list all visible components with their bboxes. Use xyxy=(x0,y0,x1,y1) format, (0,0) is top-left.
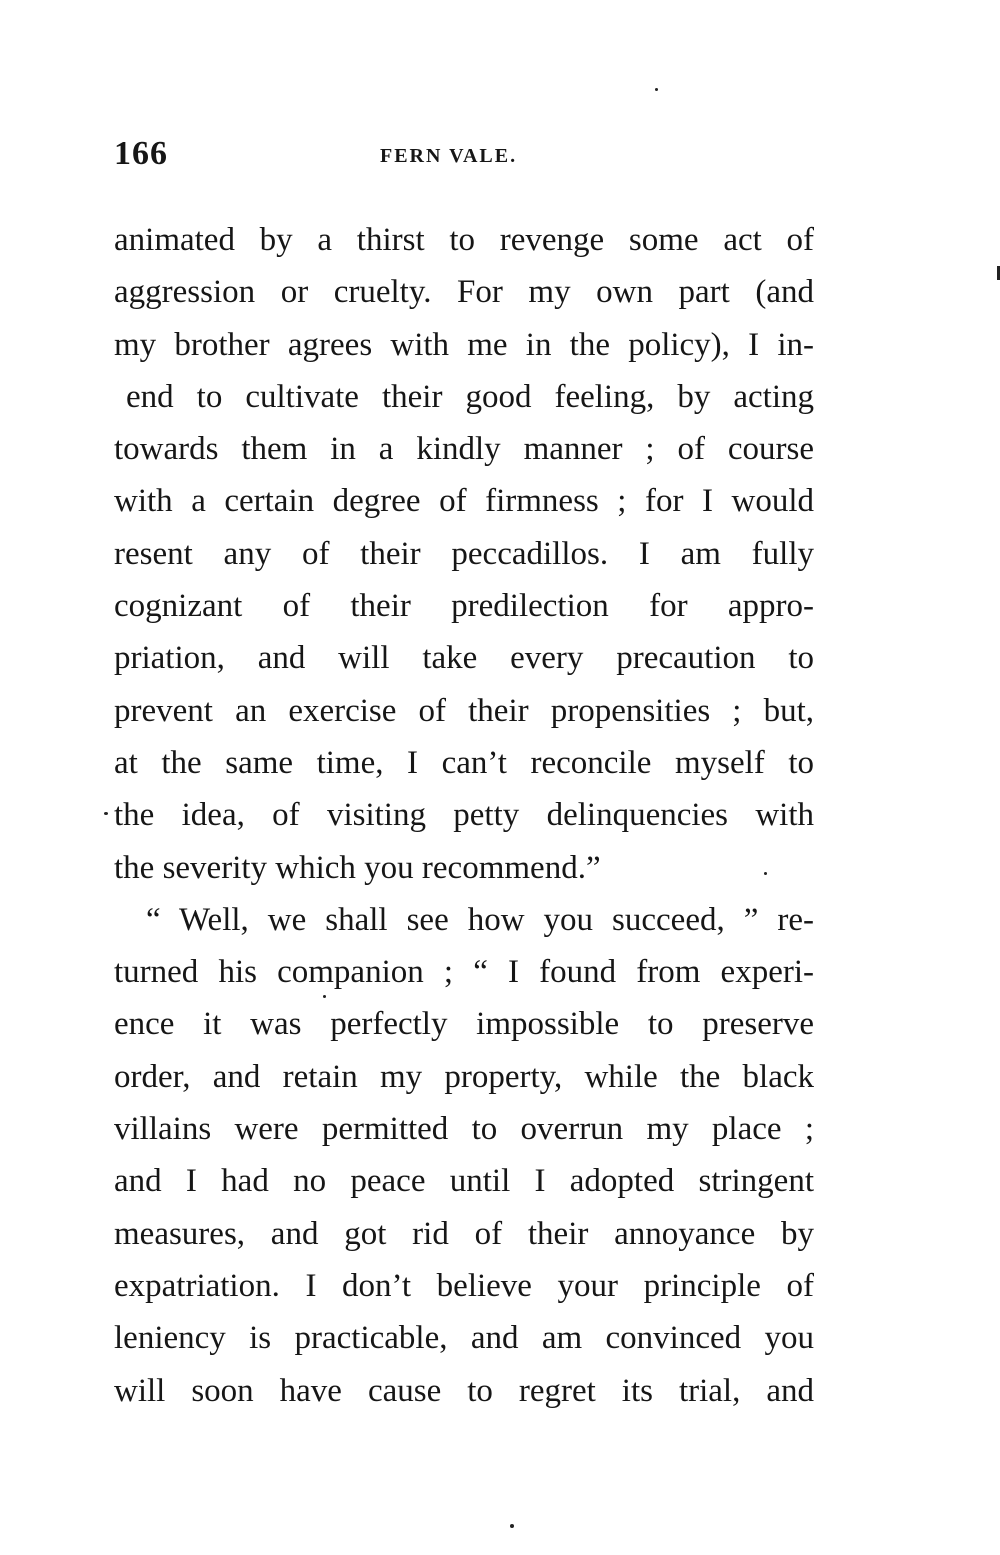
text-line: measures, and got rid of their annoyance by xyxy=(114,1215,814,1252)
scan-speck xyxy=(104,812,108,815)
text-line: order, and retain my property, while the black xyxy=(114,1058,814,1095)
scan-speck xyxy=(655,88,658,91)
text-line: leniency is practicable, and am convinced you xyxy=(114,1320,814,1357)
text-line: the idea, of visiting petty delinquencies with xyxy=(114,797,814,834)
scan-speck xyxy=(323,995,326,998)
scan-speck xyxy=(510,1524,514,1528)
text-line: my brother agrees with me in the policy), I in- xyxy=(114,326,814,363)
text-line: with a certain degree of firmness ; for I would xyxy=(114,483,814,520)
text-line: resent any of their peccadillos. I am fully xyxy=(114,535,814,572)
text-line: turned his companion ; “ I found from experi- xyxy=(114,954,814,991)
text-line: ence it was perfectly impossible to preserve xyxy=(114,1006,814,1043)
text-line: priation, and will take every precaution to xyxy=(114,640,814,677)
text-line: and I had no peace until I adopted stringent xyxy=(114,1163,814,1200)
page-header xyxy=(114,135,814,175)
body-text xyxy=(114,214,814,1417)
text-line: villains were permitted to overrun my place ; xyxy=(114,1111,814,1148)
text-line: at the same time, I can’t reconcile myself to xyxy=(114,744,814,781)
scan-speck xyxy=(764,872,767,875)
text-line: expatriation. I don’t believe your principle of xyxy=(114,1267,814,1304)
text-line: the severity which you recommend.” xyxy=(114,849,601,886)
text-line: cognizant of their predilection for appro- xyxy=(114,588,814,625)
text-line: animated by a thirst to revenge some act of xyxy=(114,222,814,258)
text-line: prevent an exercise of their propensities ; but, xyxy=(114,692,814,729)
text-line: towards them in a kindly manner ; of course xyxy=(114,431,814,468)
text-line: “ Well, we shall see how you succeed, ” re- xyxy=(146,901,814,938)
running-title: FERN VALE. xyxy=(380,145,518,167)
page-number: 166 xyxy=(114,135,168,172)
text-line: will soon have cause to regret its trial, and xyxy=(114,1372,814,1409)
text-line: end to cultivate their good feeling, by acting xyxy=(126,378,814,415)
text-line: aggression or cruelty. For my own part (and xyxy=(114,274,814,311)
